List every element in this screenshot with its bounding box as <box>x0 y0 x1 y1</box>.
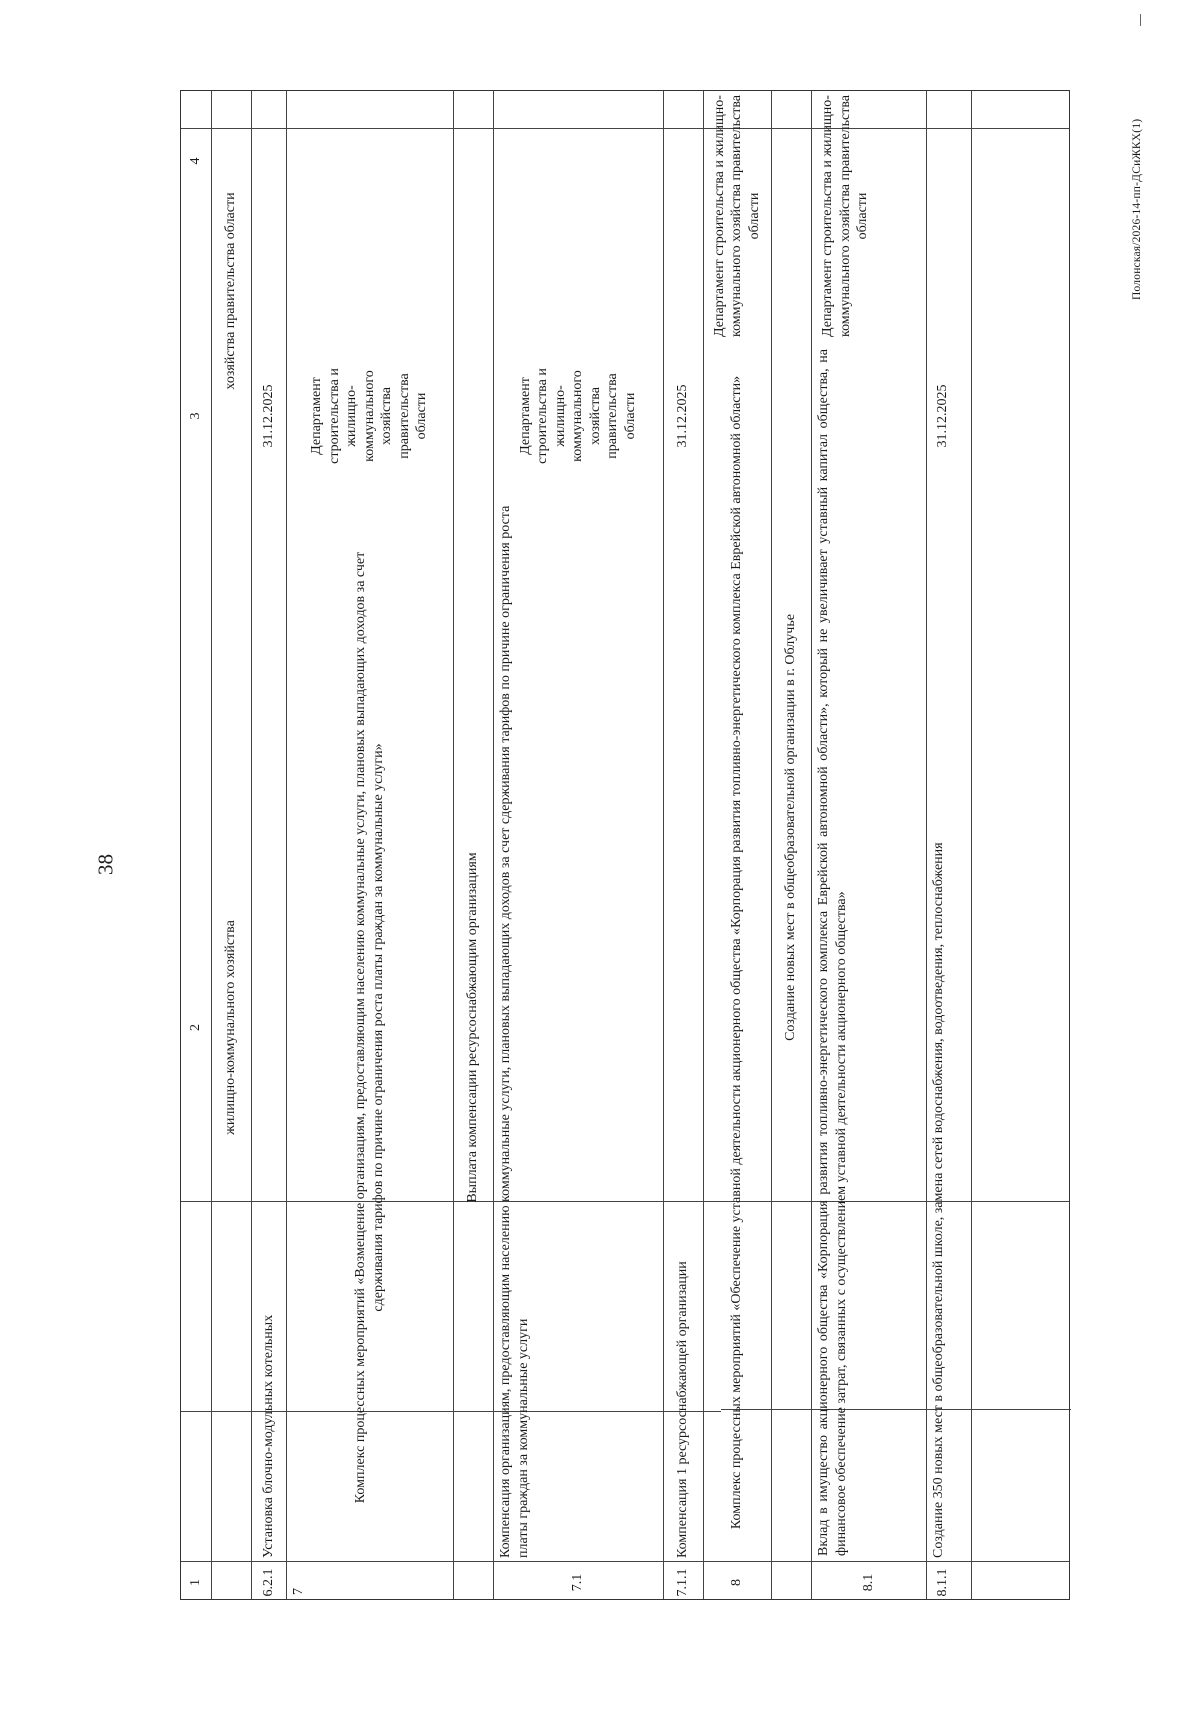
row-7-1-1-title: Компенсация 1 ресурсоснабжающей организации <box>675 1261 691 1558</box>
row-8-1-responsible: Департамент строительства и жилищно-коммунального хозяйства правительства области <box>820 95 870 338</box>
row-6-2-1-title: Установка блочно-модульных котельных <box>260 1314 276 1558</box>
row-7-number: 7 <box>291 1588 306 1595</box>
header-col4: 4 <box>188 157 204 165</box>
row-8-1-title: Вклад в имущество акционерного общества «Корпорация развития топливно-энергетического комплекса Еврейской автономной области», который не увеличивает уставный капитал общества, на финансовое обеспечение затрат, связанных с осуществлением уставной деятельности акционерного общества» <box>816 349 849 1556</box>
row-7-responsible: Департамент строительства и жилищно-коммунального хозяйства правительства области <box>309 368 430 464</box>
row-7-1-title: Компенсация организациям, предоставляющим населению коммунальные услуги, плановых выпадающих доходов за счет сдерживания тарифов по причине ограничения роста платы граждан за коммунальные услуги <box>498 505 531 1558</box>
row-7-section-heading: Выплата компенсации ресурсоснабжающим организациям <box>465 852 481 1203</box>
column-divider <box>181 128 1069 129</box>
page-number: 38 <box>93 854 118 875</box>
header-col2: 2 <box>188 1024 204 1031</box>
row-continuation-col4: хозяйства правительства области <box>223 192 239 390</box>
row-8-section-heading: Создание новых мест в общеобразовательной организации в г. Облучье <box>783 614 799 1041</box>
row-6-2-1-date: 31.12.2025 <box>260 384 276 448</box>
row-8-1-number: 8.1 <box>860 1573 876 1592</box>
row-continuation-col2: жилищно-коммунального хозяйства <box>223 920 239 1135</box>
row-8-title: Комплекс процессных мероприятий «Обеспечение уставной деятельности акционерного общества «Корпорация развития топливно-энергетического комплекса Еврейской автономной области» <box>729 375 745 1530</box>
row-6-2-1-number: 6.2.1 <box>260 1568 276 1597</box>
row-8-1-1-title: Создание 350 новых мест в общеобразовательной школе, замена сетей водоснабжения, водоотведения, теплоснабжения <box>931 842 946 1558</box>
row-7-1-1-date: 31.12.2025 <box>675 384 691 448</box>
header-col1: 1 <box>188 1579 204 1586</box>
row-7-1-responsible: Департамент строительства и жилищно-коммунального хозяйства правительства области <box>517 368 638 464</box>
row-8-responsible: Департамент строительства и жилищно-коммунального хозяйства правительства области <box>711 95 762 338</box>
row-7-1-1-number: 7.1.1 <box>675 1568 691 1597</box>
header-col3: 3 <box>188 412 204 420</box>
row-8-1-1-number: 8.1.1 <box>935 1568 950 1597</box>
document-reference: Полонская/2026-14-пп-ДСиЖКХ(1) <box>1131 118 1143 300</box>
row-7-1-number: 7.1 <box>570 1573 586 1592</box>
scan-edge-mark <box>1140 14 1141 26</box>
rotated-table <box>180 90 1070 1600</box>
row-7-title: Комплекс процессных мероприятий «Возмещение организациям, предоставляющим населению коммунальные услуги, плановых выпадающих доходов за счет сдерживания тарифов по причине ограничения роста платы граждан за коммунальные услуги» <box>353 551 386 1504</box>
row-8-1-1-date: 31.12.2025 <box>935 384 950 448</box>
row-8-number: 8 <box>729 1579 745 1586</box>
